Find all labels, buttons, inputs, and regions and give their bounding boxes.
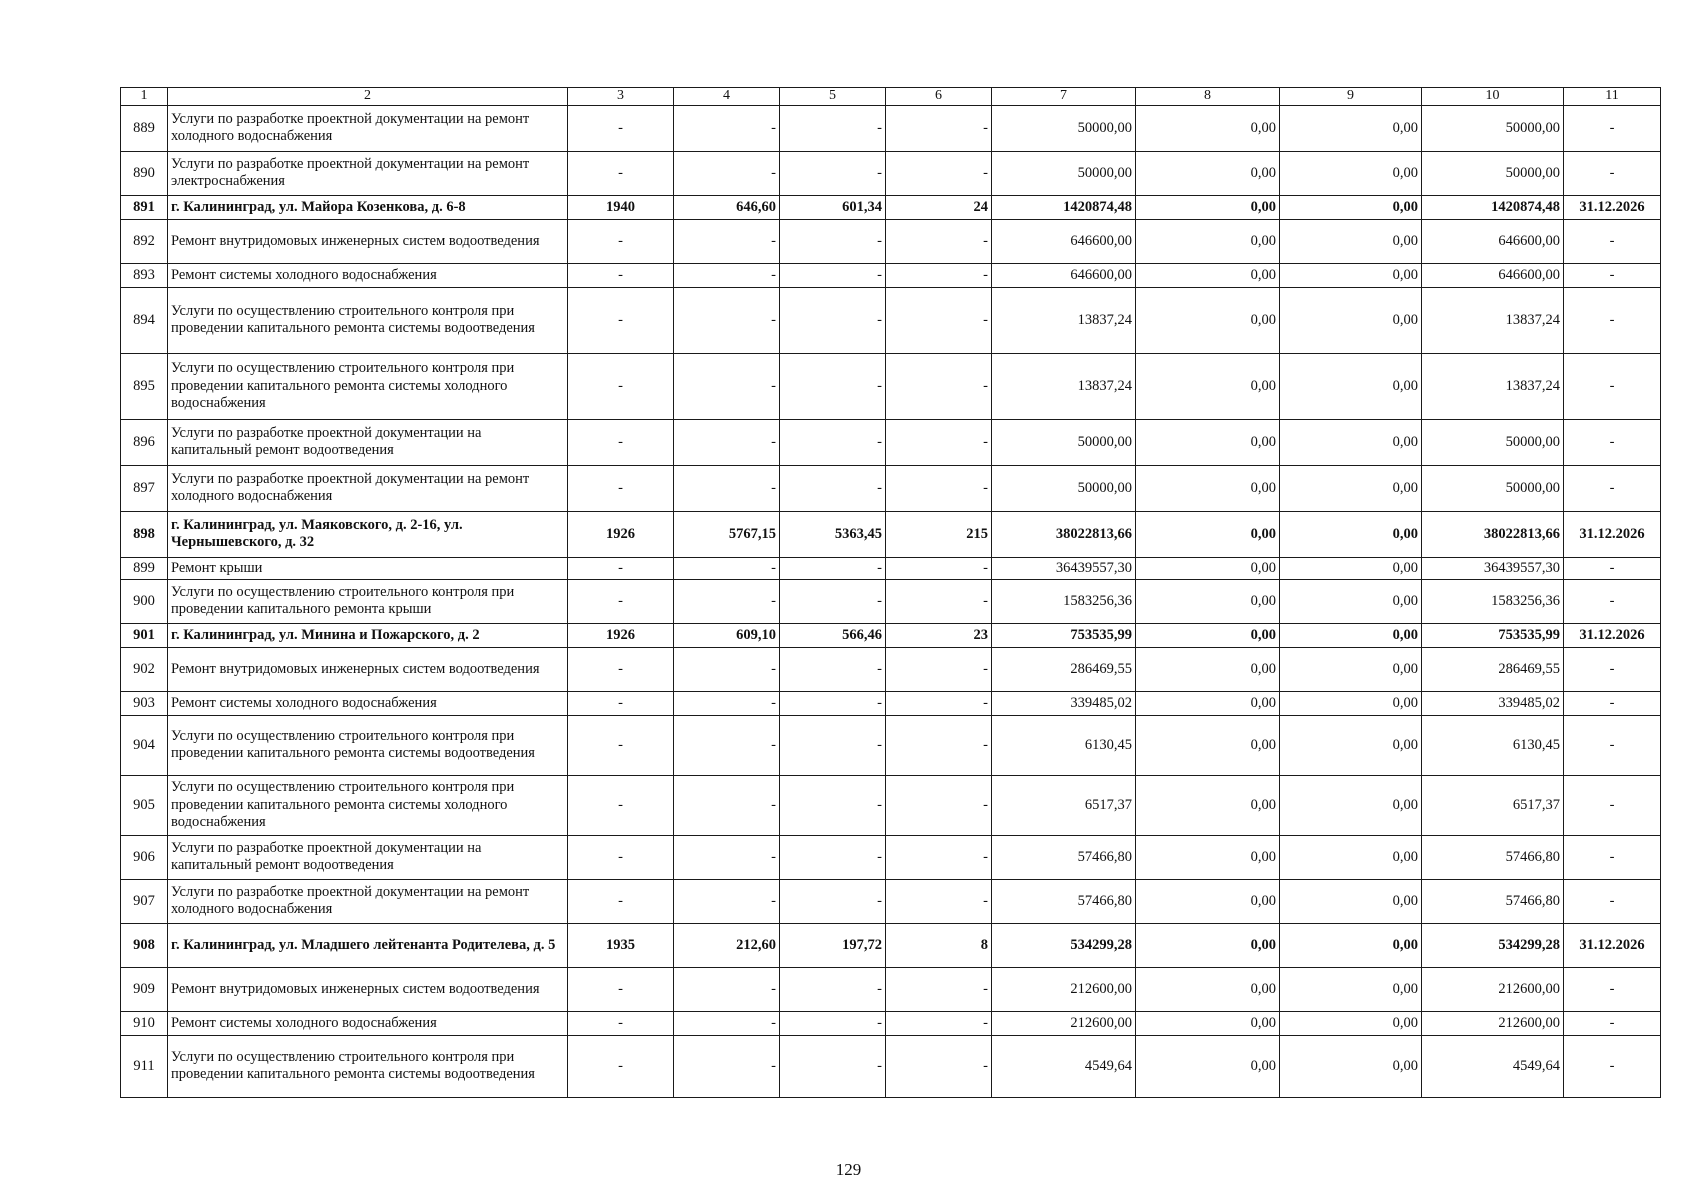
col4-cell: - xyxy=(674,105,780,151)
row-number-cell: 910 xyxy=(121,1011,168,1035)
col9-cell: 0,00 xyxy=(1280,419,1422,465)
header-cell-2: 2 xyxy=(168,88,568,106)
col11-cell: - xyxy=(1564,151,1661,195)
table-header xyxy=(121,88,1661,106)
col5-cell: - xyxy=(780,647,886,691)
col9-cell: 0,00 xyxy=(1280,353,1422,419)
row-number-cell: 901 xyxy=(121,623,168,647)
col5-cell: - xyxy=(780,1011,886,1035)
col3-cell: - xyxy=(568,647,674,691)
table-row xyxy=(121,967,1661,1011)
col4-cell: 646,60 xyxy=(674,195,780,219)
col6-cell: - xyxy=(886,353,992,419)
col10-cell: 646600,00 xyxy=(1422,263,1564,287)
col7-cell: 339485,02 xyxy=(992,691,1136,715)
description-cell: Услуги по разработке проектной документации на ремонт электроснабжения xyxy=(168,151,568,195)
table-row xyxy=(121,557,1661,579)
row-number-cell: 891 xyxy=(121,195,168,219)
col10-cell: 339485,02 xyxy=(1422,691,1564,715)
col7-cell: 6517,37 xyxy=(992,775,1136,835)
col11-cell: - xyxy=(1564,1035,1661,1097)
header-cell-11: 11 xyxy=(1564,88,1661,106)
row-number-cell: 899 xyxy=(121,557,168,579)
col5-cell: - xyxy=(780,105,886,151)
col4-cell: 5767,15 xyxy=(674,511,780,557)
col4-cell: 212,60 xyxy=(674,923,780,967)
col11-cell: - xyxy=(1564,967,1661,1011)
col11-cell: - xyxy=(1564,775,1661,835)
description-cell: г. Калининград, ул. Майора Козенкова, д. 6-8 xyxy=(168,195,568,219)
col10-cell: 13837,24 xyxy=(1422,353,1564,419)
col5-cell: - xyxy=(780,557,886,579)
row-number-cell: 907 xyxy=(121,879,168,923)
col5-cell: - xyxy=(780,353,886,419)
col9-cell: 0,00 xyxy=(1280,287,1422,353)
col10-cell: 50000,00 xyxy=(1422,105,1564,151)
row-number-cell: 895 xyxy=(121,353,168,419)
col11-cell: - xyxy=(1564,353,1661,419)
row-number-cell: 909 xyxy=(121,967,168,1011)
col7-cell: 50000,00 xyxy=(992,105,1136,151)
col3-cell: - xyxy=(568,353,674,419)
col7-cell: 50000,00 xyxy=(992,419,1136,465)
col5-cell: - xyxy=(780,691,886,715)
col10-cell: 646600,00 xyxy=(1422,219,1564,263)
description-cell: Услуги по осуществлению строительного контроля при проведении капитального ремонта системы водоотведения xyxy=(168,715,568,775)
col11-cell: - xyxy=(1564,715,1661,775)
table-row xyxy=(121,691,1661,715)
col6-cell: - xyxy=(886,1011,992,1035)
table-body xyxy=(121,105,1661,1097)
col6-cell: - xyxy=(886,579,992,623)
col4-cell: - xyxy=(674,1011,780,1035)
col10-cell: 286469,55 xyxy=(1422,647,1564,691)
col8-cell: 0,00 xyxy=(1136,1035,1280,1097)
col10-cell: 212600,00 xyxy=(1422,1011,1564,1035)
col5-cell: - xyxy=(780,967,886,1011)
col7-cell: 6130,45 xyxy=(992,715,1136,775)
col5-cell: - xyxy=(780,715,886,775)
col6-cell: - xyxy=(886,151,992,195)
col5-cell: - xyxy=(780,835,886,879)
col8-cell: 0,00 xyxy=(1136,195,1280,219)
col6-cell: 215 xyxy=(886,511,992,557)
col10-cell: 36439557,30 xyxy=(1422,557,1564,579)
col5-cell: - xyxy=(780,879,886,923)
col4-cell: 609,10 xyxy=(674,623,780,647)
row-number-cell: 892 xyxy=(121,219,168,263)
col9-cell: 0,00 xyxy=(1280,1035,1422,1097)
col6-cell: - xyxy=(886,105,992,151)
col8-cell: 0,00 xyxy=(1136,1011,1280,1035)
col3-cell: - xyxy=(568,967,674,1011)
col6-cell: - xyxy=(886,715,992,775)
col7-cell: 534299,28 xyxy=(992,923,1136,967)
col3-cell: - xyxy=(568,151,674,195)
description-cell: Ремонт системы холодного водоснабжения xyxy=(168,691,568,715)
row-number-cell: 906 xyxy=(121,835,168,879)
row-number-cell: 898 xyxy=(121,511,168,557)
col8-cell: 0,00 xyxy=(1136,715,1280,775)
table-row xyxy=(121,287,1661,353)
col8-cell: 0,00 xyxy=(1136,557,1280,579)
col3-cell: - xyxy=(568,557,674,579)
row-number-cell: 908 xyxy=(121,923,168,967)
col8-cell: 0,00 xyxy=(1136,967,1280,1011)
header-cell-9: 9 xyxy=(1280,88,1422,106)
description-cell: Услуги по осуществлению строительного контроля при проведении капитального ремонта системы водоотведения xyxy=(168,287,568,353)
col3-cell: 1935 xyxy=(568,923,674,967)
col3-cell: - xyxy=(568,105,674,151)
header-cell-6: 6 xyxy=(886,88,992,106)
row-number-cell: 889 xyxy=(121,105,168,151)
col10-cell: 13837,24 xyxy=(1422,287,1564,353)
col9-cell: 0,00 xyxy=(1280,219,1422,263)
description-cell: Ремонт системы холодного водоснабжения xyxy=(168,1011,568,1035)
col9-cell: 0,00 xyxy=(1280,1011,1422,1035)
col10-cell: 57466,80 xyxy=(1422,879,1564,923)
row-number-cell: 897 xyxy=(121,465,168,511)
description-cell: г. Калининград, ул. Маяковского, д. 2-16, ул. Чернышевского, д. 32 xyxy=(168,511,568,557)
table-row xyxy=(121,715,1661,775)
col11-cell: - xyxy=(1564,105,1661,151)
table-row xyxy=(121,151,1661,195)
col5-cell: - xyxy=(780,219,886,263)
col9-cell: 0,00 xyxy=(1280,879,1422,923)
col6-cell: - xyxy=(886,557,992,579)
col10-cell: 4549,64 xyxy=(1422,1035,1564,1097)
col6-cell: - xyxy=(886,835,992,879)
description-cell: Ремонт системы холодного водоснабжения xyxy=(168,263,568,287)
col4-cell: - xyxy=(674,715,780,775)
header-cell-8: 8 xyxy=(1136,88,1280,106)
col8-cell: 0,00 xyxy=(1136,219,1280,263)
col6-cell: - xyxy=(886,219,992,263)
col5-cell: - xyxy=(780,1035,886,1097)
description-cell: Услуги по осуществлению строительного контроля при проведении капитального ремонта крыши xyxy=(168,579,568,623)
col11-cell: - xyxy=(1564,579,1661,623)
table-row xyxy=(121,219,1661,263)
col6-cell: - xyxy=(886,1035,992,1097)
col8-cell: 0,00 xyxy=(1136,923,1280,967)
col3-cell: - xyxy=(568,465,674,511)
col3-cell: - xyxy=(568,715,674,775)
table-row xyxy=(121,879,1661,923)
table-row xyxy=(121,775,1661,835)
col9-cell: 0,00 xyxy=(1280,579,1422,623)
document-sheet xyxy=(120,87,1660,1098)
col10-cell: 50000,00 xyxy=(1422,465,1564,511)
col7-cell: 646600,00 xyxy=(992,219,1136,263)
description-cell: г. Калининград, ул. Младшего лейтенанта Родителева, д. 5 xyxy=(168,923,568,967)
col10-cell: 6130,45 xyxy=(1422,715,1564,775)
col8-cell: 0,00 xyxy=(1136,105,1280,151)
col7-cell: 57466,80 xyxy=(992,879,1136,923)
col6-cell: - xyxy=(886,465,992,511)
col6-cell: - xyxy=(886,775,992,835)
col8-cell: 0,00 xyxy=(1136,465,1280,511)
col3-cell: - xyxy=(568,219,674,263)
col6-cell: - xyxy=(886,967,992,1011)
col6-cell: 8 xyxy=(886,923,992,967)
col9-cell: 0,00 xyxy=(1280,511,1422,557)
description-cell: Ремонт внутридомовых инженерных систем водоотведения xyxy=(168,967,568,1011)
col8-cell: 0,00 xyxy=(1136,151,1280,195)
header-row xyxy=(121,88,1661,106)
col7-cell: 36439557,30 xyxy=(992,557,1136,579)
row-number-cell: 911 xyxy=(121,1035,168,1097)
col4-cell: - xyxy=(674,647,780,691)
col6-cell: 23 xyxy=(886,623,992,647)
description-cell: Услуги по разработке проектной документации на ремонт холодного водоснабжения xyxy=(168,879,568,923)
row-number-cell: 900 xyxy=(121,579,168,623)
header-cell-7: 7 xyxy=(992,88,1136,106)
col6-cell: - xyxy=(886,287,992,353)
col10-cell: 50000,00 xyxy=(1422,419,1564,465)
col11-cell: 31.12.2026 xyxy=(1564,623,1661,647)
description-cell: Ремонт внутридомовых инженерных систем водоотведения xyxy=(168,647,568,691)
header-cell-4: 4 xyxy=(674,88,780,106)
col4-cell: - xyxy=(674,579,780,623)
col3-cell: 1926 xyxy=(568,623,674,647)
col8-cell: 0,00 xyxy=(1136,419,1280,465)
col5-cell: 566,46 xyxy=(780,623,886,647)
col7-cell: 753535,99 xyxy=(992,623,1136,647)
col11-cell: 31.12.2026 xyxy=(1564,195,1661,219)
col11-cell: - xyxy=(1564,691,1661,715)
row-number-cell: 904 xyxy=(121,715,168,775)
col11-cell: - xyxy=(1564,1011,1661,1035)
col4-cell: - xyxy=(674,263,780,287)
table-row xyxy=(121,1011,1661,1035)
col7-cell: 286469,55 xyxy=(992,647,1136,691)
row-number-cell: 902 xyxy=(121,647,168,691)
col3-cell: - xyxy=(568,419,674,465)
table-row xyxy=(121,105,1661,151)
col7-cell: 646600,00 xyxy=(992,263,1136,287)
col3-cell: - xyxy=(568,1011,674,1035)
col5-cell: - xyxy=(780,579,886,623)
col10-cell: 38022813,66 xyxy=(1422,511,1564,557)
header-cell-1: 1 xyxy=(121,88,168,106)
col9-cell: 0,00 xyxy=(1280,195,1422,219)
description-cell: Услуги по разработке проектной документации на капитальный ремонт водоотведения xyxy=(168,419,568,465)
col5-cell: - xyxy=(780,419,886,465)
col7-cell: 57466,80 xyxy=(992,835,1136,879)
col11-cell: - xyxy=(1564,557,1661,579)
col9-cell: 0,00 xyxy=(1280,263,1422,287)
col4-cell: - xyxy=(674,1035,780,1097)
row-number-cell: 905 xyxy=(121,775,168,835)
header-cell-10: 10 xyxy=(1422,88,1564,106)
col4-cell: - xyxy=(674,151,780,195)
row-number-cell: 903 xyxy=(121,691,168,715)
table-row xyxy=(121,419,1661,465)
col10-cell: 212600,00 xyxy=(1422,967,1564,1011)
col8-cell: 0,00 xyxy=(1136,353,1280,419)
description-cell: Услуги по осуществлению строительного контроля при проведении капитального ремонта системы водоотведения xyxy=(168,1035,568,1097)
col3-cell: - xyxy=(568,691,674,715)
row-number-cell: 893 xyxy=(121,263,168,287)
col8-cell: 0,00 xyxy=(1136,623,1280,647)
col8-cell: 0,00 xyxy=(1136,835,1280,879)
col6-cell: - xyxy=(886,691,992,715)
col5-cell: - xyxy=(780,151,886,195)
table-row xyxy=(121,353,1661,419)
col7-cell: 50000,00 xyxy=(992,151,1136,195)
col9-cell: 0,00 xyxy=(1280,105,1422,151)
col10-cell: 534299,28 xyxy=(1422,923,1564,967)
description-cell: Услуги по осуществлению строительного контроля при проведении капитального ремонта системы холодного водоснабжения xyxy=(168,353,568,419)
col5-cell: - xyxy=(780,465,886,511)
table-row xyxy=(121,623,1661,647)
col7-cell: 212600,00 xyxy=(992,1011,1136,1035)
col11-cell: 31.12.2026 xyxy=(1564,923,1661,967)
col9-cell: 0,00 xyxy=(1280,691,1422,715)
col3-cell: - xyxy=(568,287,674,353)
col8-cell: 0,00 xyxy=(1136,263,1280,287)
capital-repair-table xyxy=(120,87,1661,1098)
col5-cell: - xyxy=(780,263,886,287)
header-cell-5: 5 xyxy=(780,88,886,106)
col9-cell: 0,00 xyxy=(1280,647,1422,691)
col4-cell: - xyxy=(674,967,780,1011)
col10-cell: 753535,99 xyxy=(1422,623,1564,647)
col4-cell: - xyxy=(674,419,780,465)
col9-cell: 0,00 xyxy=(1280,623,1422,647)
col6-cell: - xyxy=(886,879,992,923)
col7-cell: 4549,64 xyxy=(992,1035,1136,1097)
col3-cell: - xyxy=(568,775,674,835)
col8-cell: 0,00 xyxy=(1136,691,1280,715)
col10-cell: 1420874,48 xyxy=(1422,195,1564,219)
col8-cell: 0,00 xyxy=(1136,511,1280,557)
col4-cell: - xyxy=(674,775,780,835)
col10-cell: 6517,37 xyxy=(1422,775,1564,835)
col11-cell: - xyxy=(1564,647,1661,691)
col9-cell: 0,00 xyxy=(1280,465,1422,511)
col7-cell: 13837,24 xyxy=(992,287,1136,353)
description-cell: Услуги по разработке проектной документации на ремонт холодного водоснабжения xyxy=(168,105,568,151)
col5-cell: - xyxy=(780,775,886,835)
col4-cell: - xyxy=(674,465,780,511)
col3-cell: - xyxy=(568,1035,674,1097)
col11-cell: - xyxy=(1564,879,1661,923)
col3-cell: - xyxy=(568,263,674,287)
col6-cell: - xyxy=(886,263,992,287)
page-number: 129 xyxy=(835,1160,862,1179)
col8-cell: 0,00 xyxy=(1136,579,1280,623)
col11-cell: 31.12.2026 xyxy=(1564,511,1661,557)
col5-cell: 601,34 xyxy=(780,195,886,219)
table-row xyxy=(121,511,1661,557)
col4-cell: - xyxy=(674,879,780,923)
col8-cell: 0,00 xyxy=(1136,287,1280,353)
col9-cell: 0,00 xyxy=(1280,835,1422,879)
col3-cell: 1926 xyxy=(568,511,674,557)
description-cell: Ремонт крыши xyxy=(168,557,568,579)
table-row xyxy=(121,1035,1661,1097)
col7-cell: 13837,24 xyxy=(992,353,1136,419)
table-row xyxy=(121,923,1661,967)
col9-cell: 0,00 xyxy=(1280,557,1422,579)
description-cell: Ремонт внутридомовых инженерных систем водоотведения xyxy=(168,219,568,263)
col11-cell: - xyxy=(1564,835,1661,879)
table-row xyxy=(121,195,1661,219)
table-row xyxy=(121,647,1661,691)
col9-cell: 0,00 xyxy=(1280,775,1422,835)
col10-cell: 57466,80 xyxy=(1422,835,1564,879)
col3-cell: - xyxy=(568,879,674,923)
col5-cell: - xyxy=(780,287,886,353)
col9-cell: 0,00 xyxy=(1280,923,1422,967)
description-cell: Услуги по осуществлению строительного контроля при проведении капитального ремонта системы холодного водоснабжения xyxy=(168,775,568,835)
col5-cell: 197,72 xyxy=(780,923,886,967)
description-cell: Услуги по разработке проектной документации на капитальный ремонт водоотведения xyxy=(168,835,568,879)
col3-cell: - xyxy=(568,835,674,879)
col7-cell: 38022813,66 xyxy=(992,511,1136,557)
col7-cell: 1583256,36 xyxy=(992,579,1136,623)
table-row xyxy=(121,579,1661,623)
col9-cell: 0,00 xyxy=(1280,967,1422,1011)
col7-cell: 1420874,48 xyxy=(992,195,1136,219)
col11-cell: - xyxy=(1564,465,1661,511)
col7-cell: 50000,00 xyxy=(992,465,1136,511)
col9-cell: 0,00 xyxy=(1280,715,1422,775)
col10-cell: 1583256,36 xyxy=(1422,579,1564,623)
col11-cell: - xyxy=(1564,287,1661,353)
col8-cell: 0,00 xyxy=(1136,647,1280,691)
col4-cell: - xyxy=(674,557,780,579)
col3-cell: 1940 xyxy=(568,195,674,219)
col11-cell: - xyxy=(1564,219,1661,263)
col4-cell: - xyxy=(674,287,780,353)
col4-cell: - xyxy=(674,353,780,419)
col4-cell: - xyxy=(674,691,780,715)
row-number-cell: 890 xyxy=(121,151,168,195)
table-row xyxy=(121,263,1661,287)
col11-cell: - xyxy=(1564,419,1661,465)
col11-cell: - xyxy=(1564,263,1661,287)
col8-cell: 0,00 xyxy=(1136,775,1280,835)
col5-cell: 5363,45 xyxy=(780,511,886,557)
col10-cell: 50000,00 xyxy=(1422,151,1564,195)
table-row xyxy=(121,835,1661,879)
col6-cell: 24 xyxy=(886,195,992,219)
col6-cell: - xyxy=(886,419,992,465)
header-cell-3: 3 xyxy=(568,88,674,106)
row-number-cell: 896 xyxy=(121,419,168,465)
col7-cell: 212600,00 xyxy=(992,967,1136,1011)
col9-cell: 0,00 xyxy=(1280,151,1422,195)
col3-cell: - xyxy=(568,579,674,623)
col6-cell: - xyxy=(886,647,992,691)
col8-cell: 0,00 xyxy=(1136,879,1280,923)
col4-cell: - xyxy=(674,219,780,263)
table-row xyxy=(121,465,1661,511)
col4-cell: - xyxy=(674,835,780,879)
row-number-cell: 894 xyxy=(121,287,168,353)
description-cell: Услуги по разработке проектной документации на ремонт холодного водоснабжения xyxy=(168,465,568,511)
description-cell: г. Калининград, ул. Минина и Пожарского, д. 2 xyxy=(168,623,568,647)
